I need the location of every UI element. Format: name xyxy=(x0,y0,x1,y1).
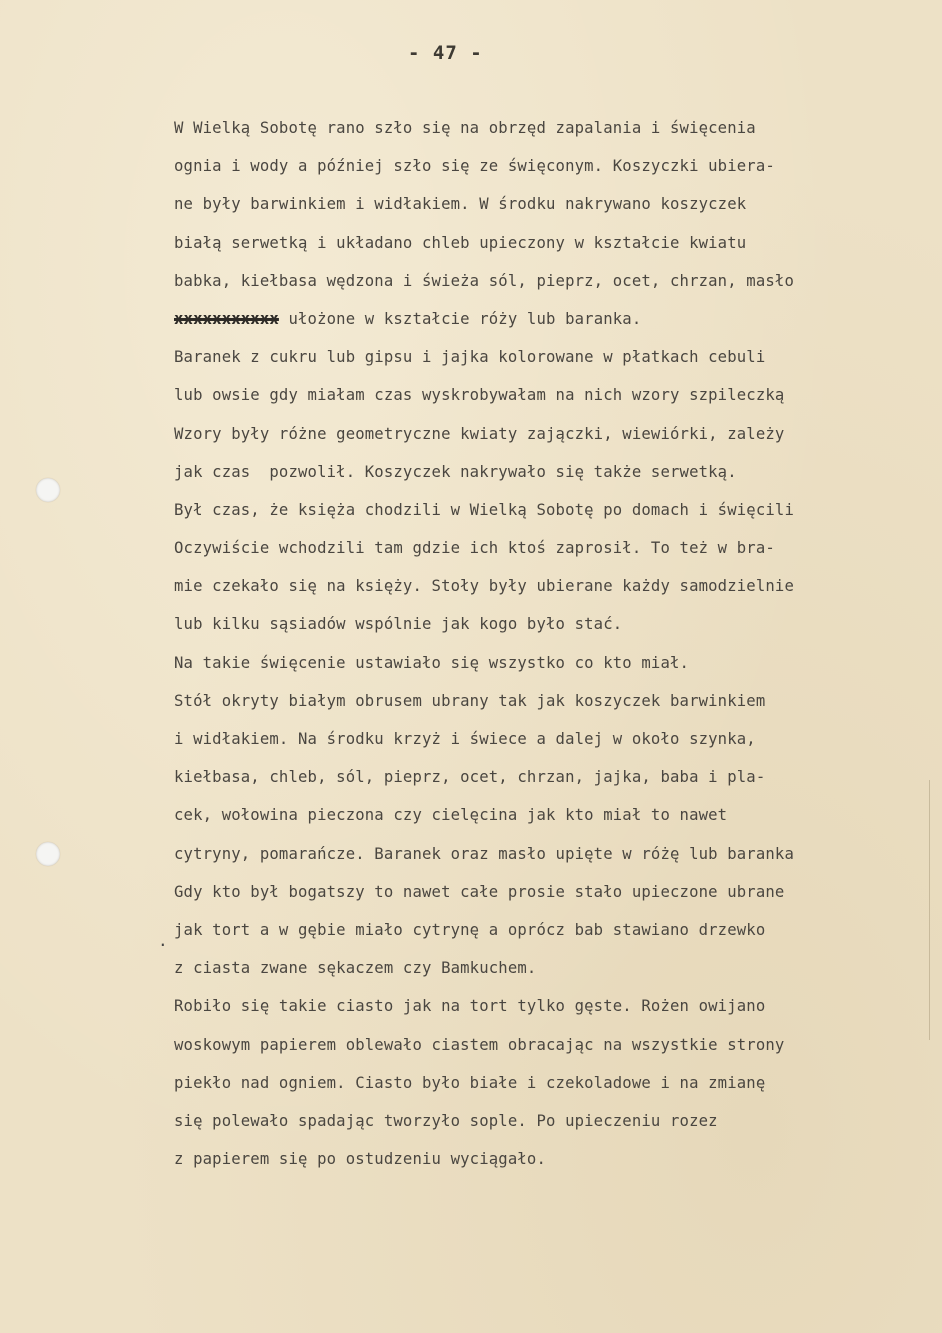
text-line: Oczywiście wchodzili tam gdzie ich ktoś zaprosił. To też w bra- xyxy=(174,539,775,558)
text-line-rest: ułożone w kształcie róży lub baranka. xyxy=(288,309,642,328)
text-line: Robiło się takie ciasto jak na tort tylko gęste. Rożen owijano xyxy=(174,997,766,1016)
text-line: się polewało spadając tworzyło sople. Po upieczeniu rozez xyxy=(174,1111,718,1130)
text-line: cytryny, pomarańcze. Baranek oraz masło upięte w różę lub baranka xyxy=(174,844,794,863)
text-line: jak czas pozwolił. Koszyczek nakrywało się także serwetką. xyxy=(174,462,737,481)
text-line: z papierem się po ostudzeniu wyciągało. xyxy=(174,1150,546,1169)
punch-hole-bottom xyxy=(36,842,60,866)
struck-out-text: xxxxxxxxxxx xyxy=(174,309,279,328)
text-line-with-strikeout xyxy=(174,307,934,345)
text-line: kiełbasa, chleb, sól, pieprz, ocet, chrzan, jajka, baba i pla- xyxy=(174,768,766,787)
text-line: Stół okryty białym obrusem ubrany tak jak koszyczek barwinkiem xyxy=(174,691,766,710)
text-line: Był czas, że księża chodzili w Wielką Sobotę po domach i święcili xyxy=(174,500,794,519)
text-line: z ciasta zwane sękaczem czy Bamkuchem. xyxy=(174,959,537,978)
text-line: i widłakiem. Na środku krzyż i świece a dalej w około szynka, xyxy=(174,730,756,748)
text-line: Wzory były różne geometryczne kwiaty zajączki, wiewiórki, zależy xyxy=(174,424,785,443)
text-line: babka, kiełbasa wędzona i świeża sól, pieprz, ocet, chrzan, masło xyxy=(174,271,794,290)
text-line: białą serwetką i układano chleb upieczony w kształcie kwiatu xyxy=(174,233,747,252)
typewritten-body xyxy=(174,116,934,1185)
text-line: Gdy kto był bogatszy to nawet całe prosie stało upieczone ubrane xyxy=(174,882,785,901)
text-line: jak tort a w gębie miało cytrynę a oprócz bab stawiano drzewko xyxy=(174,920,766,939)
text-line: ognia i wody a później szło się ze święconym. Koszyczki ubiera- xyxy=(174,157,775,176)
punch-hole-top xyxy=(36,478,60,502)
text-line: piekło nad ogniem. Ciasto było białe i czekoladowe i na zmianę xyxy=(174,1073,766,1092)
text-line: Na takie święcenie ustawiało się wszystko co kto miał. xyxy=(174,653,690,672)
text-line: woskowym papierem oblewało ciastem obracając na wszystkie strony xyxy=(174,1035,785,1054)
text-line: ne były barwinkiem i widłakiem. W środku nakrywano koszyczek xyxy=(174,195,747,214)
text-line: mie czekało się na księży. Stoły były ubierane każdy samodzielnie xyxy=(174,577,794,596)
page-number: - 47 - xyxy=(408,42,483,64)
text-line: Baranek z cukru lub gipsu i jajka kolorowane w płatkach cebuli xyxy=(174,348,766,367)
text-line: lub kilku sąsiadów wspólnie jak kogo było stać. xyxy=(174,615,623,634)
text-line: lub owsie gdy miałam czas wyskrobywałam na nich wzory szpileczką xyxy=(174,386,785,405)
text-line: cek, wołowina pieczona czy cielęcina jak kto miał to nawet xyxy=(174,806,728,825)
margin-mark: . xyxy=(158,931,168,950)
text-line: W Wielką Sobotę rano szło się na obrzęd zapalania i święcenia xyxy=(174,119,756,137)
